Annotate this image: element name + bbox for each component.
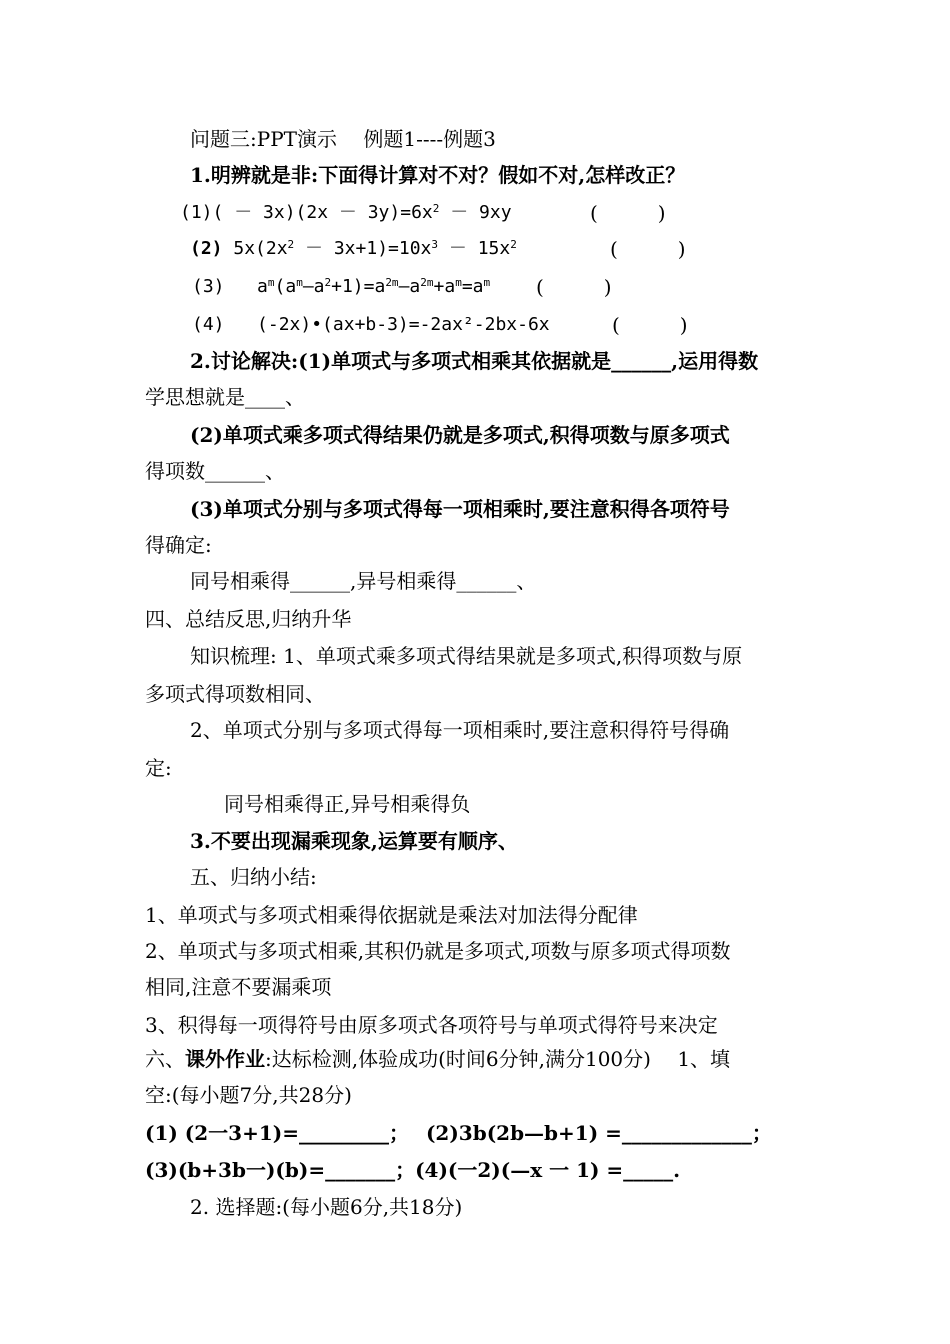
item-label: (3) — [192, 276, 225, 297]
q1-item-2 — [190, 236, 517, 262]
summary4-line-3: 2、单项式分别与多项式得每一项相乘时,要注意积得符号得确 — [190, 718, 730, 742]
exponent: 2m — [385, 276, 399, 289]
item-expression-mid: － 3x+1)=10x — [294, 238, 432, 259]
discussion-line-7: 同号相乘得______,异号相乘得______、 — [190, 569, 537, 593]
q1-item-4 — [192, 312, 550, 338]
summary5-line-4: 3、积得每一项得符号由原多项式各项符号与单项式得符号来决定 — [145, 1013, 718, 1037]
section-heading: 问题三:PPT演示 例题1----例题3 — [190, 127, 496, 151]
summary5-line-1: 1、单项式与多项式相乘得依据就是乘法对加法得分配律 — [145, 903, 638, 927]
section-5-title: 五、归纳小结: — [190, 865, 317, 889]
q1-item-3 — [192, 274, 490, 300]
summary5-line-2: 2、单项式与多项式相乘,其积仍就是多项式,项数与原多项式得项数 — [145, 939, 731, 963]
discussion-line-4: 得项数______、 — [145, 459, 285, 483]
homework-line-4: (3)(b+3b一)(b)=_______；(4)(一2)(—x 一 1) =_____. — [145, 1158, 681, 1182]
item-expression: ( － 3x)(2x － 3y)=6x — [212, 202, 433, 223]
discussion-line-2: 学思想就是____、 — [145, 385, 305, 409]
homework-line-3: (1) (2一3+1)=_________； (2)3b(2b—b+1) =_____________； — [145, 1121, 772, 1145]
discussion-line-6: 得确定: — [145, 533, 212, 557]
exponent: 3 — [431, 238, 439, 251]
homework-description: :达标检测,体验成功(时间6分钟,满分100分) 1、填 — [265, 1047, 731, 1071]
exponent: 2m — [420, 276, 434, 289]
item-expression-tail: － 15x — [438, 238, 511, 259]
answer-paren-2: ( ) — [610, 237, 686, 261]
exponent: m — [267, 276, 275, 289]
exponent: m — [296, 276, 303, 289]
item-label: (4) — [192, 314, 225, 335]
expr-part: (a — [274, 276, 297, 297]
summary4-line-1: 知识梳理: 1、单项式乘多项式得结果就是多项式,积得项数与原 — [190, 644, 743, 668]
homework-line-2: 空:(每小题7分,共28分) — [145, 1083, 352, 1107]
expr-part: +1)=a — [331, 276, 386, 297]
item-expression: (-2x)•(ax+b-3)=-2ax²-2bx-6x — [257, 314, 550, 335]
homework-title: 课外作业 — [185, 1047, 265, 1071]
homework-prefix: 六、 — [145, 1047, 185, 1071]
summary4-line-6: 3.不要出现漏乘现象,运算要有顺序、 — [190, 829, 518, 853]
summary5-line-3: 相同,注意不要漏乘项 — [145, 975, 332, 999]
expr-part: +a — [433, 276, 456, 297]
discussion-line-5: (3)单项式分别与多项式得每一项相乘时,要注意积得各项符号 — [190, 497, 730, 521]
expr-part: a — [257, 276, 268, 297]
discussion-line-1: 2.讨论解决:(1)单项式与多项式相乘其依据就是______,运用得数 — [190, 349, 759, 373]
section-4-title: 四、总结反思,归纳升华 — [145, 607, 352, 631]
exponent: 2 — [324, 276, 332, 289]
q1-item-1 — [180, 200, 512, 226]
answer-paren-4: ( ) — [612, 313, 688, 337]
exponent: 2 — [432, 202, 440, 215]
homework-line-5: 2. 选择题:(每小题6分,共18分) — [190, 1195, 463, 1219]
exponent: m — [455, 276, 462, 289]
discussion-line-3: (2)单项式乘多项式得结果仍就是多项式,积得项数与原多项式 — [190, 423, 730, 447]
expr-part: —a — [302, 276, 325, 297]
expr-part: =a — [461, 276, 484, 297]
item-label: (2) — [190, 238, 223, 259]
summary4-line-4: 定: — [145, 756, 172, 780]
answer-paren-1: ( ) — [590, 201, 666, 225]
item-expression-tail: － 9xy — [439, 202, 512, 223]
answer-paren-3: ( ) — [536, 275, 612, 299]
exponent: 2 — [287, 238, 295, 251]
exponent: 2 — [510, 238, 517, 251]
item-label: (1) — [180, 202, 213, 223]
item-expression: 5x(2x — [233, 238, 288, 259]
summary4-line-2: 多项式得项数相同、 — [145, 682, 325, 706]
question-1-title: 1.明辨就是非:下面得计算对不对？假如不对,怎样改正？ — [190, 163, 686, 187]
exponent: m — [483, 276, 491, 289]
expr-part: —a — [398, 276, 421, 297]
summary4-line-5: 同号相乘得正,异号相乘得负 — [224, 792, 471, 816]
homework-line-1 — [145, 1046, 730, 1072]
